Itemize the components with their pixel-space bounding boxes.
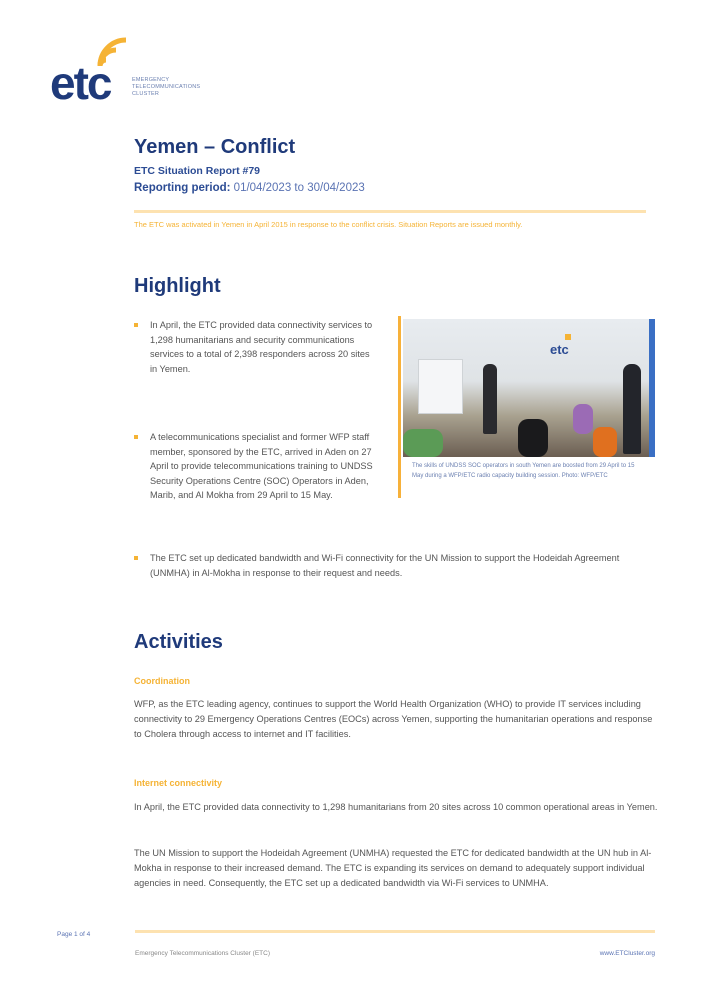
internet-paragraph: The UN Mission to support the Hodeidah Agreement (UNMHA) requested the ETC for dedicated bandwidth at the UN hub in Al-Mokha in response to their increased demand. The ETC is expanding its services on demand to adequately support individual agencies in need. Consequently, the ETC set up a dedicated bandwidth via Wi-Fi services to UNMHA. bbox=[134, 848, 652, 888]
wall-logo: etc bbox=[550, 342, 569, 357]
coordination-subheading: Coordination bbox=[134, 676, 190, 686]
highlight-heading: Highlight bbox=[134, 275, 221, 297]
figure-accent-bar bbox=[398, 316, 401, 498]
page-number: Page 1 of 4 bbox=[57, 931, 91, 938]
bullet-icon bbox=[134, 323, 138, 327]
footer-url-link[interactable]: www.ETCluster.org bbox=[599, 950, 655, 957]
highlight-bullet: The ETC set up dedicated bandwidth and Wi-Fi connectivity for the UN Mission to support the Hodeidah Agreement (UNMHA) in Al-Mokha in response to their request and needs. bbox=[134, 551, 659, 580]
internet-paragraph: In April, the ETC provided data connectivity to 1,298 humanitarians from 20 sites across 10 common operational areas in Yemen. bbox=[134, 802, 658, 812]
activities-heading: Activities bbox=[134, 631, 223, 653]
divider bbox=[134, 210, 646, 213]
period-value: 01/04/2023 to 30/04/2023 bbox=[233, 182, 365, 194]
photo-caption: The skills of UNDSS SOC operators in south Yemen are boosted from 29 April to 15 May during a WFP/ETC radio capacity building session. Photo: WFP/ETC bbox=[412, 463, 635, 479]
footer-org: Emergency Telecommunications Cluster (ETC) bbox=[135, 950, 270, 957]
footer-divider bbox=[135, 930, 655, 933]
intro-note: The ETC was activated in Yemen in April 2015 in response to the conflict crisis. Situation Reports are issued monthly. bbox=[134, 220, 523, 229]
reporting-period bbox=[134, 182, 365, 194]
highlight-bullet: A telecommunications specialist and former WFP staff member, sponsored by the ETC, arrived in Aden on 27 April to provide telecommunications training to UNDSS Security Operations Centre (SOC) Operators in Aden, Marib, and Al Mokha from 29 April to 15 May. bbox=[134, 430, 374, 503]
etc-logo bbox=[50, 32, 250, 108]
page-title: Yemen – Conflict bbox=[134, 136, 296, 158]
logo-subtitle: EMERGENCY TELECOMMUNICATIONS CLUSTER bbox=[132, 77, 201, 97]
coordination-paragraph: WFP, as the ETC leading agency, continues to support the World Health Organization (WHO) to provide IT services including connectivity to 29 Emergency Operations Centres (EOCs) across Yemen, supporting the humanitarian operations and response to Cholera through access to internet and IT facilities. bbox=[134, 699, 653, 739]
report-number: ETC Situation Report #79 bbox=[134, 165, 261, 177]
training-photo-figure bbox=[398, 316, 658, 498]
logo-wordmark: etc bbox=[50, 57, 111, 109]
bullet-icon bbox=[134, 556, 138, 560]
period-label: Reporting period: bbox=[134, 182, 231, 194]
highlight-bullet: In April, the ETC provided data connectivity services to 1,298 humanitarians and security communications services to a total of 2,398 responders across 20 sites in Yemen. bbox=[134, 318, 374, 376]
flipchart bbox=[418, 359, 463, 414]
internet-subheading: Internet connectivity bbox=[134, 778, 223, 788]
bullet-icon bbox=[134, 435, 138, 439]
training-photo bbox=[403, 319, 655, 457]
